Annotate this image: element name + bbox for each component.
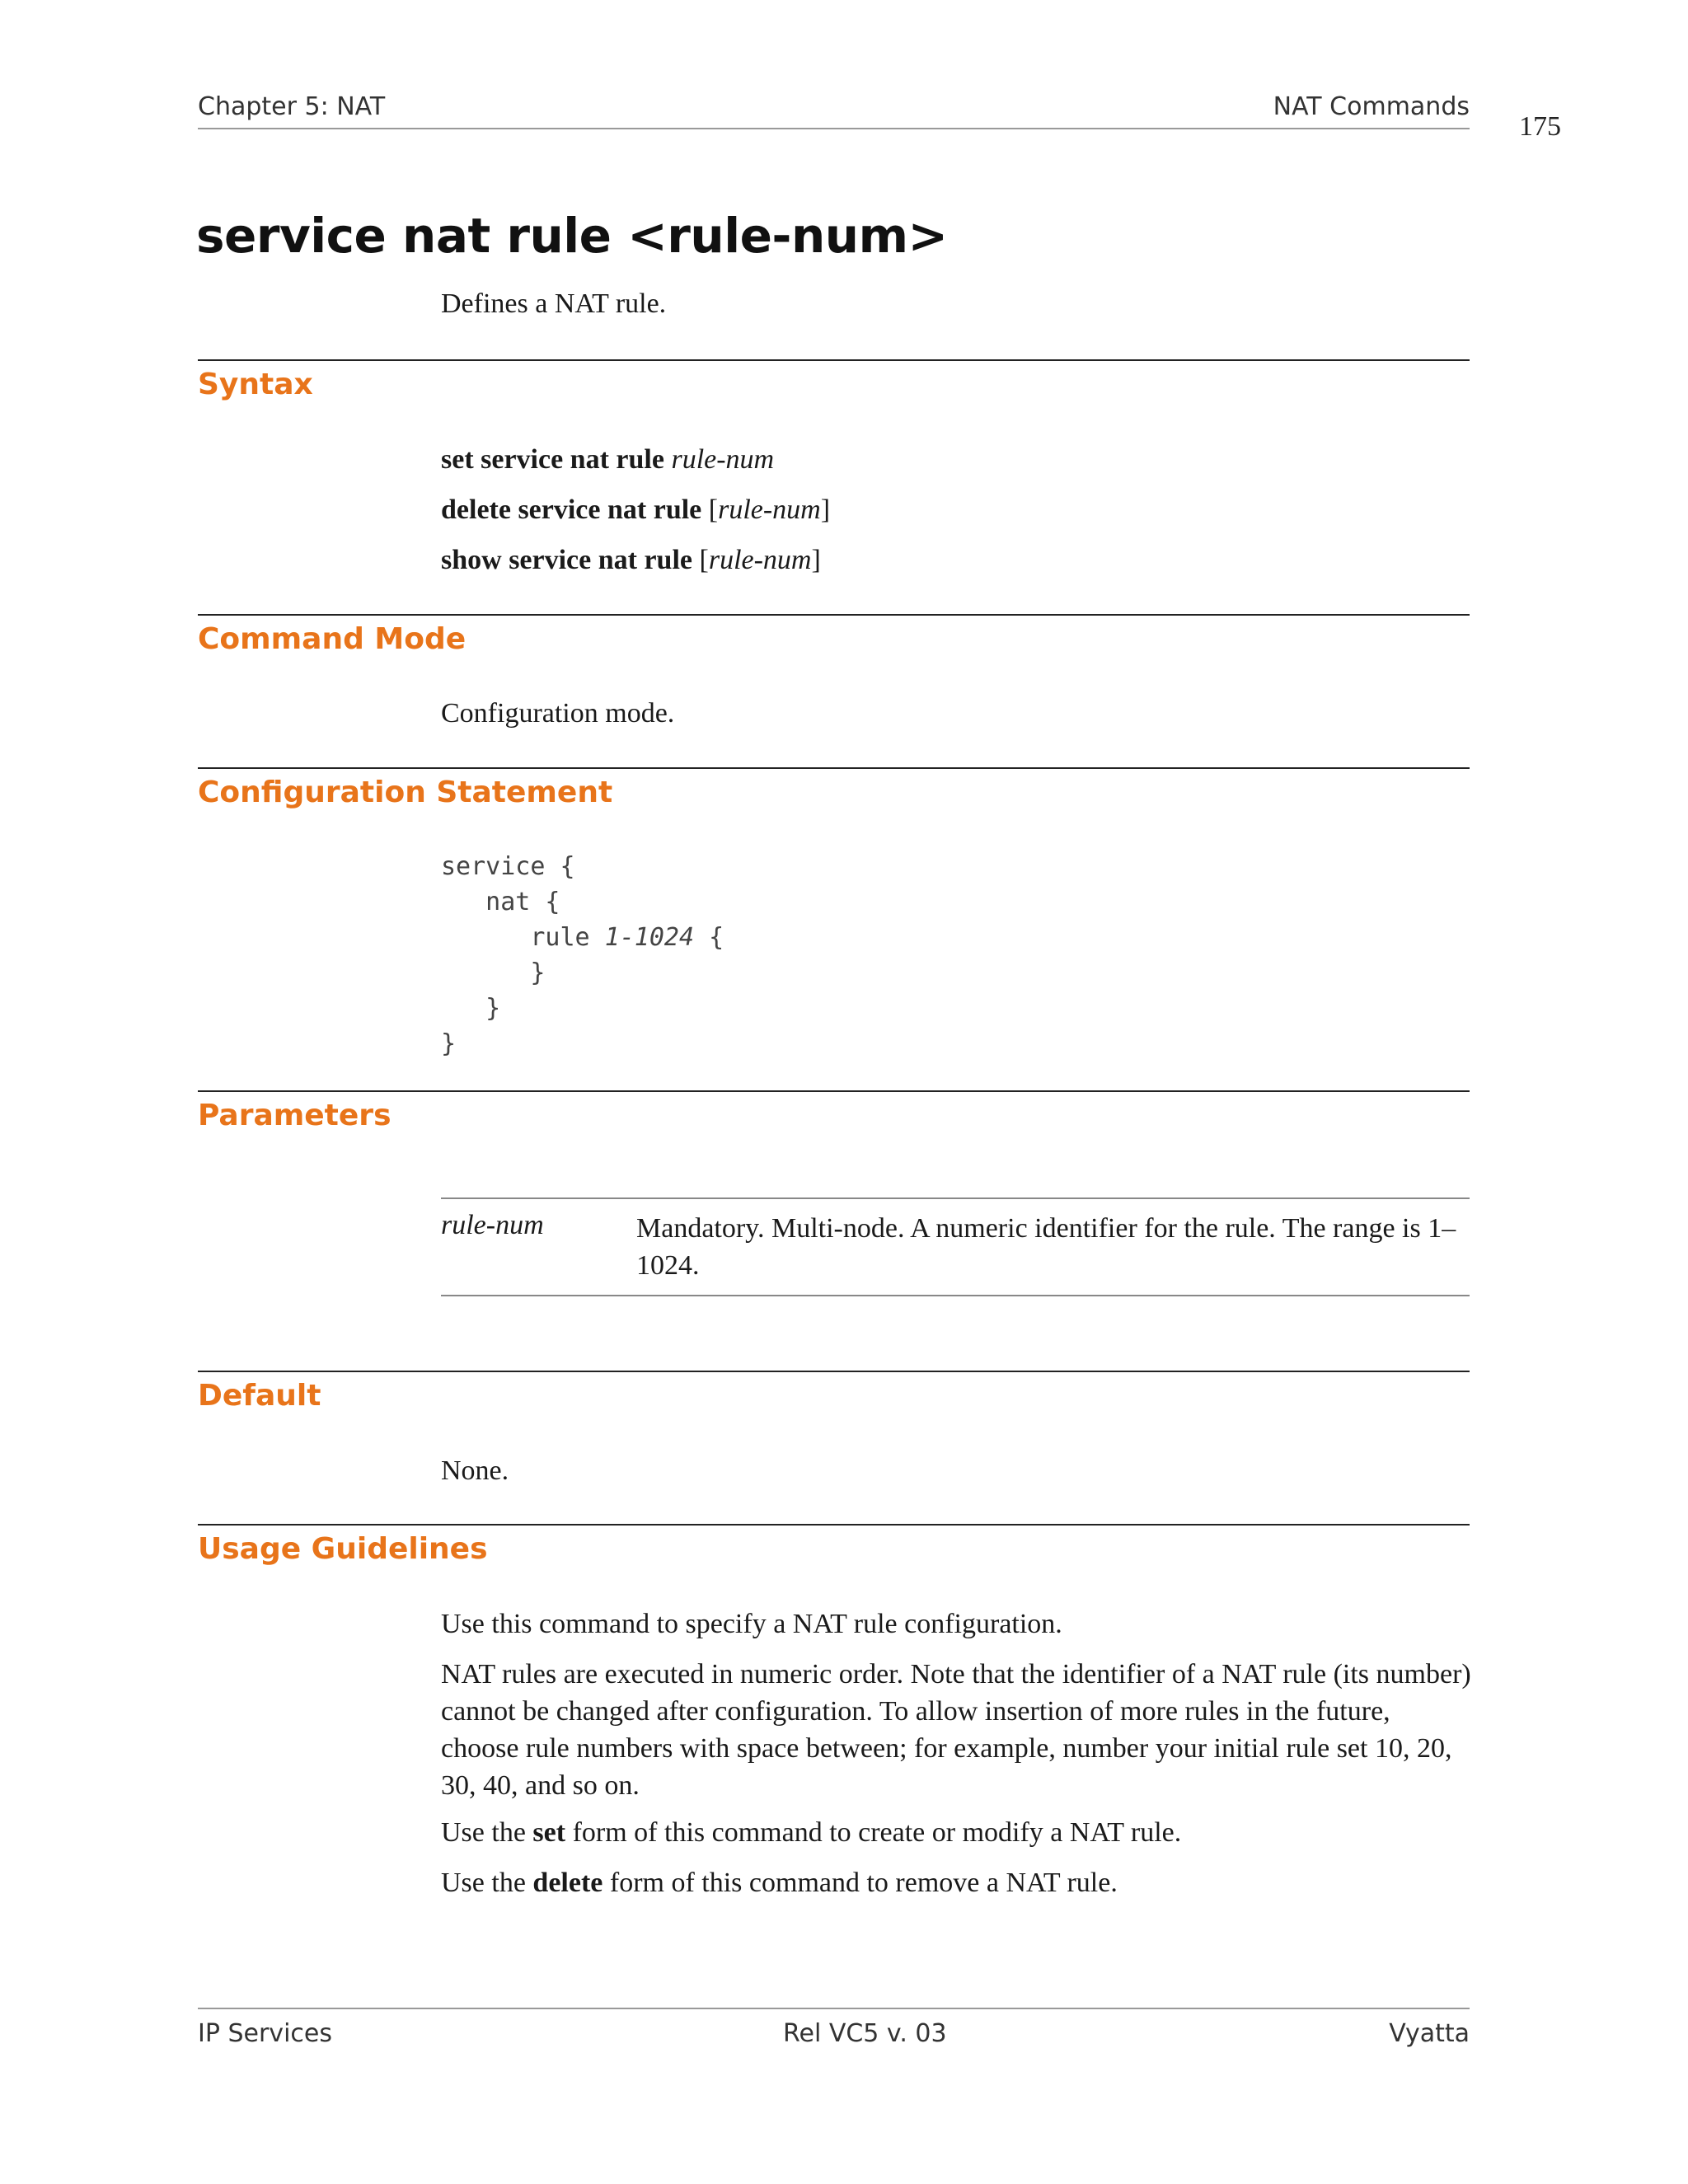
page-title: service nat rule <rule-num> (196, 208, 948, 264)
default-text: None. (441, 1455, 509, 1486)
parameter-name: rule-num (441, 1210, 544, 1240)
section-divider (198, 767, 1470, 769)
code-line: nat { (441, 888, 560, 916)
parameter-description: Mandatory. Multi-node. A numeric identifier for the rule. The range is 1–1024. (636, 1213, 1456, 1281)
footer-divider (198, 2008, 1470, 2009)
parameters-heading: Parameters (198, 1099, 392, 1132)
syntax-command: set service nat rule (441, 444, 664, 475)
usage-text: Use the (441, 1868, 533, 1898)
usage-paragraph (441, 1864, 1471, 1901)
code-brace: { (694, 923, 724, 952)
usage-guidelines-heading: Usage Guidelines (198, 1532, 488, 1566)
syntax-line (441, 491, 1471, 528)
syntax-line (441, 441, 1471, 478)
code-line (441, 923, 724, 952)
syntax-bracket: ] (820, 494, 831, 525)
code-line: } (441, 994, 501, 1023)
syntax-command: show service nat rule (441, 545, 693, 575)
parameters-table-top-rule (441, 1197, 1470, 1199)
configuration-statement-heading: Configuration Statement (198, 776, 613, 809)
syntax-line (441, 541, 1471, 579)
running-header-chapter: Chapter 5: NAT (198, 92, 386, 121)
usage-text: form of this command to create or modify a NAT rule. (565, 1817, 1182, 1848)
intro-text: Defines a NAT rule. (441, 288, 667, 319)
footer-product: IP Services (198, 2019, 332, 2048)
usage-keyword: set (532, 1817, 566, 1848)
footer-release: Rel VC5 v. 03 (783, 2019, 947, 2048)
usage-paragraph: NAT rules are executed in numeric order. Note that the identifier of a NAT rule (its number) cannot be changed after configuration. To allow insertion of more rules in the future, choose rule numbers with space between; for example, number your initial rule set 10, 20, 30, 40, and so on. (441, 1659, 1471, 1801)
configuration-code-block (441, 849, 724, 1062)
code-argument: 1-1024 (604, 923, 695, 952)
default-heading: Default (198, 1379, 321, 1413)
usage-paragraph (441, 1814, 1471, 1851)
code-line: service { (441, 852, 575, 881)
usage-keyword: delete (532, 1868, 603, 1898)
syntax-argument: rule-num (708, 545, 812, 575)
code-line: } (441, 1029, 457, 1058)
command-mode-text: Configuration mode. (441, 698, 675, 729)
usage-text: form of this command to remove a NAT rule. (603, 1868, 1118, 1898)
syntax-command: delete service nat rule (441, 494, 702, 525)
section-divider (198, 614, 1470, 616)
page-number: 175 (1519, 111, 1561, 142)
usage-paragraph: Use this command to specify a NAT rule configuration. (441, 1609, 1062, 1639)
syntax-heading: Syntax (198, 368, 313, 401)
section-divider (198, 1371, 1470, 1372)
syntax-bracket: [ (701, 494, 719, 525)
running-header-section: NAT Commands (1273, 92, 1470, 121)
section-divider (198, 359, 1470, 361)
parameters-table-bottom-rule (441, 1295, 1470, 1296)
syntax-argument: rule-num (671, 444, 775, 475)
usage-text: Use the (441, 1817, 533, 1848)
syntax-bracket: [ (692, 545, 709, 575)
command-mode-heading: Command Mode (198, 622, 467, 656)
code-line: } (441, 958, 546, 987)
code-keyword: rule (441, 923, 605, 952)
section-divider (198, 1090, 1470, 1092)
footer-company: Vyatta (1389, 2019, 1470, 2048)
section-divider (198, 1524, 1470, 1526)
syntax-argument: rule-num (718, 494, 821, 525)
syntax-bracket: ] (811, 545, 821, 575)
header-divider (198, 128, 1470, 129)
